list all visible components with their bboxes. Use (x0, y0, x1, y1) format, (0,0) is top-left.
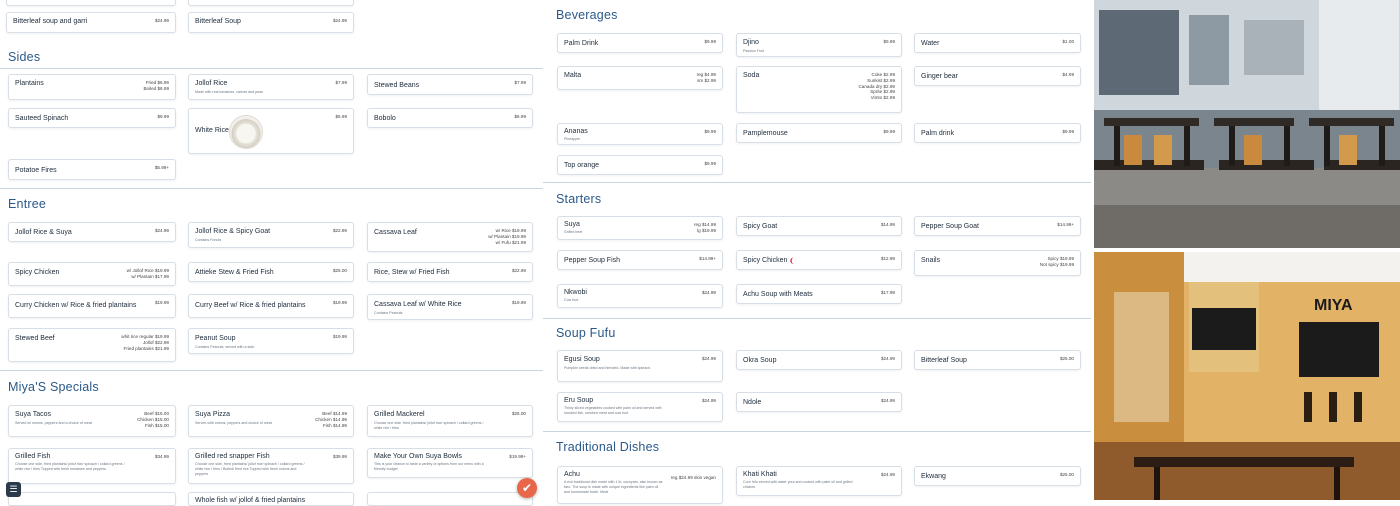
item-price: $19.99 (332, 300, 347, 305)
menu-item-card[interactable] (8, 108, 176, 128)
menu-item-card[interactable] (8, 222, 176, 242)
item-name: Jollof Rice (195, 80, 228, 87)
menu-item-card[interactable] (188, 74, 354, 100)
menu-item-card[interactable] (914, 350, 1081, 370)
item-price: whit rice regular $19.99 Jollof $22.99 Fried plantains $21.99 (121, 334, 169, 351)
item-name: Palm drink (921, 130, 955, 137)
menu-item-card[interactable] (914, 216, 1081, 236)
item-price: w/ Jollof Rice $19.99 w/ Plantain $17.99 (126, 268, 169, 279)
item-name: Sauteed Spinach (15, 115, 69, 122)
menu-item-card[interactable] (914, 33, 1081, 53)
section-title-beverages: Beverages (556, 8, 618, 22)
item-name: Curry Beef w/ Rice & fried plantains (195, 302, 306, 309)
item-name: Bitterleaf Soup (921, 357, 967, 364)
item-name: Whole fish w/ jollof & fried plantains (195, 497, 306, 504)
item-name: Egusi Soup (564, 356, 600, 363)
menu-item-card[interactable] (188, 448, 354, 484)
item-name: Pamplemouse (743, 130, 788, 137)
item-name: Achu (564, 471, 580, 478)
menu-item-card[interactable] (367, 448, 533, 478)
item-description: This is your chance to taste a variety of options from our menu with a friendly budget (374, 462, 484, 471)
item-name: Stewed Beef (15, 335, 55, 342)
section-divider (0, 188, 543, 189)
item-description: Cow foot (564, 298, 579, 302)
item-name: Spicy Chicken (743, 257, 788, 264)
menu-item-card[interactable] (188, 294, 354, 318)
menu-item-card[interactable] (557, 284, 723, 308)
item-name: Nkwobi (564, 289, 587, 296)
item-price: $24.99 (701, 356, 716, 361)
item-name: Achu Soup with Meats (743, 291, 813, 298)
item-name: Pepper Soup Fish (564, 257, 621, 264)
menu-card-partial[interactable] (367, 492, 533, 506)
item-description: A rich traditional dish made with 1 lb. cocoyam, also known as taro. The soup is made with unique ingredients like palm oil and homemade broth. Meat (564, 480, 663, 494)
item-name: Curry Chicken w/ Rice & fried plantains (15, 302, 137, 309)
menu-item-card[interactable] (557, 466, 723, 504)
menu-item-card[interactable] (8, 74, 176, 100)
item-name: Top orange (564, 162, 600, 169)
menu-item-card[interactable] (8, 405, 176, 437)
menu-item-card[interactable] (914, 123, 1081, 143)
menu-item-card[interactable] (188, 405, 354, 437)
menu-item-card[interactable] (557, 33, 723, 53)
restaurant-photos (1094, 0, 1400, 500)
menu-card-partial[interactable] (8, 492, 176, 506)
item-name: Suya (564, 221, 580, 228)
item-price: $14.99 (880, 222, 895, 227)
item-name: Stewed Beans (374, 82, 420, 89)
item-name: Ananas (564, 128, 588, 135)
item-price: reg $4.99 sm $2.99 (696, 72, 716, 83)
item-price: $12.99 (880, 256, 895, 261)
menu-item-card[interactable] (6, 12, 176, 33)
item-name: Snails (921, 257, 941, 264)
item-price: reg $24.99 skin vegan (670, 475, 716, 480)
item-name: Suya Tacos (15, 411, 52, 418)
menu-item-card[interactable] (736, 250, 902, 270)
item-description: Contains Peanuts, served with a side. (195, 345, 256, 349)
item-price: Coke $2.99 Sunkist $2.99 Canada dry $2.99 Sprite $2.99 Vimto $2.99 (858, 72, 895, 101)
item-name: Suya Pizza (195, 411, 231, 418)
item-description: Pineapple (564, 137, 580, 141)
item-description: Choose one side, fried plantains/ jollof rice/ spinach / collard greens / white rice / fries (374, 421, 484, 430)
section-title-sides: Sides (8, 50, 41, 64)
menu-item-card[interactable] (736, 33, 902, 57)
item-price: $24.99 (701, 290, 716, 295)
lounge-photo (1094, 252, 1400, 500)
item-price: $24.99 (701, 398, 716, 403)
item-price: $22.99 (332, 228, 347, 233)
item-name: Pepper Soup Goat (921, 223, 979, 230)
item-name: Ndole (743, 399, 762, 406)
item-price: $19.99+ (509, 454, 526, 459)
menu-item-card[interactable] (367, 222, 533, 252)
menu-item-card[interactable] (914, 66, 1081, 86)
section-divider (543, 182, 1091, 183)
item-price: $7.99 (514, 80, 526, 85)
menu-item-card[interactable] (736, 284, 902, 304)
item-price: $14.99+ (699, 256, 716, 261)
item-price: $9.99 (704, 129, 716, 134)
item-price: $14.99+ (1057, 222, 1074, 227)
item-name: Spicy Chicken (15, 269, 60, 276)
item-name: Potatoe Fires (15, 167, 57, 174)
menu-card-partial[interactable] (188, 0, 354, 6)
menu-item-card[interactable] (367, 108, 533, 128)
menu-icon[interactable]: ☰ (6, 482, 21, 497)
menu-item-card[interactable] (188, 12, 354, 33)
menu-column-left (0, 0, 543, 504)
menu-card-partial[interactable] (6, 0, 176, 6)
menu-item-card[interactable] (557, 250, 723, 270)
item-description: Thinly sliced vegetables cooked with palm oil and served with smoked fish, smoked meat and cow foot (564, 406, 662, 415)
item-description: Contains Peanuts (374, 311, 403, 315)
menu-item-card[interactable] (914, 250, 1081, 276)
item-name: Jollof Rice & Suya (15, 229, 72, 236)
chili-icon: ❨ (789, 258, 795, 265)
menu-item-card[interactable] (367, 294, 533, 320)
item-price: $24.99 (332, 18, 347, 23)
menu-item-card[interactable] (188, 108, 354, 154)
item-name: Cassava Leaf (374, 229, 417, 236)
item-price: $9.99 (157, 114, 169, 119)
item-price: Fried $6.99 Boiled $6.99 (143, 80, 169, 91)
section-title-specials: Miya'S Specials (8, 380, 99, 394)
item-name: White Rice (195, 127, 229, 134)
item-name: Rice, Stew w/ Fried Fish (374, 269, 450, 276)
menu-item-card[interactable] (188, 222, 354, 248)
menu-item-card[interactable] (736, 350, 902, 370)
item-price: $22.99 (511, 268, 526, 273)
item-name: Grilled Fish (15, 453, 51, 460)
cart-icon[interactable]: ✔ (517, 478, 537, 498)
sign-text: MIYA (1314, 297, 1353, 314)
section-divider (543, 431, 1091, 432)
section-title-starters: Starters (556, 192, 602, 206)
item-price: $24.99 (880, 356, 895, 361)
section-divider (0, 68, 543, 69)
item-name: Okra Soup (743, 357, 777, 364)
menu-item-card[interactable] (188, 328, 354, 354)
item-price: w/ Rice $19.99 w/ Plantain $19.99 w/ Fufu $21.99 (488, 228, 526, 245)
item-description: Corn fufu served with water yout and cooked with palm oil and grilled chicken. (743, 480, 853, 489)
menu-item-card[interactable] (367, 405, 533, 437)
item-description: Served with onions, peppers and choice of meat (195, 421, 272, 425)
menu-item-card[interactable] (736, 216, 902, 236)
item-price: $1.00 (1062, 39, 1074, 44)
menu-item-card[interactable] (914, 466, 1081, 486)
item-description: Choose one side, fried plantains/ jollof rice/ spinach / collard greens / white rice / fries / Boiled/ fried rice Topped with fresh onions and peppers (195, 462, 305, 476)
item-price: $24.99 (154, 18, 169, 23)
item-name: Ekwang (921, 473, 946, 480)
menu-item-card[interactable] (188, 492, 354, 506)
item-price: $24.99 (154, 228, 169, 233)
item-price: $34.99 (154, 454, 169, 459)
item-price: $9.99 (883, 129, 895, 134)
item-price: $25.00 (1059, 472, 1074, 477)
menu-item-card[interactable] (557, 350, 723, 382)
section-divider (0, 370, 543, 371)
item-description: Choose one side, fried plantains/ jollof rice/ spinach / collard greens / white rice / fries Topped with fresh tomatoes and peppers (15, 462, 125, 471)
menu-item-card[interactable] (736, 466, 902, 496)
item-description: Pumpkin seeds dried and blended. Made with spinach. (564, 366, 652, 370)
item-description: Passion Fruit (743, 49, 764, 53)
item-price: $5.99 (335, 114, 347, 119)
menu-item-card[interactable] (557, 123, 723, 145)
item-price: $7.99 (335, 80, 347, 85)
item-name: Eru Soup (564, 397, 594, 404)
menu-item-card[interactable] (188, 262, 354, 282)
item-name: Cassava Leaf w/ White Rice (374, 301, 462, 308)
item-price: Spicy $19.99 Not spicy $19.99 (1039, 256, 1074, 267)
item-price: $39.99 (332, 454, 347, 459)
item-price: $4.99 (1062, 72, 1074, 77)
menu-item-card[interactable] (736, 392, 902, 412)
item-name: Bitterleaf Soup (195, 18, 241, 25)
menu-item-card[interactable] (8, 262, 176, 286)
item-name: Soda (743, 72, 760, 79)
item-description: Contains Fonuts (195, 238, 222, 242)
item-price: $6.99 (514, 114, 526, 119)
item-price: $19.99 (511, 300, 526, 305)
item-description: Served w/ onions, peppers and a choice of meat (15, 421, 92, 425)
item-name: Plantains (15, 80, 44, 87)
item-name: Peanut Soup (195, 335, 236, 342)
section-title-soup-fufu: Soup Fufu (556, 326, 616, 340)
menu-item-card[interactable] (557, 66, 723, 90)
item-price: $19.99 (154, 300, 169, 305)
menu-item-card[interactable] (367, 262, 533, 282)
item-price: $24.99 (880, 472, 895, 477)
item-price: $24.99 (880, 398, 895, 403)
item-price: $17.99 (880, 290, 895, 295)
item-price: $5.99+ (154, 165, 169, 170)
item-price: $9.99 (704, 161, 716, 166)
item-price: $25.00 (1059, 356, 1074, 361)
item-price: $25.00 (511, 411, 526, 416)
item-price: $9.99 (1062, 129, 1074, 134)
white-rice-image (229, 115, 263, 149)
section-title-traditional: Traditional Dishes (556, 440, 660, 454)
dining-room-photo (1094, 0, 1400, 248)
item-name: Grilled Mackerel (374, 411, 425, 418)
menu-item-card[interactable] (557, 216, 723, 240)
item-name: Make Your Own Suya Bowls (374, 453, 462, 460)
menu-item-card[interactable] (367, 74, 533, 95)
item-name: Grilled red snapper Fish (195, 453, 270, 460)
item-price: $9.99 (704, 39, 716, 44)
menu-item-card[interactable] (736, 66, 902, 113)
section-divider (543, 318, 1091, 319)
item-name: Bitterleaf soup and garri (13, 18, 88, 25)
item-name: Djino (743, 39, 759, 46)
menu-item-card[interactable] (557, 392, 723, 422)
menu-item-card[interactable] (8, 328, 176, 362)
menu-item-card[interactable] (736, 123, 902, 143)
item-name: Palm Drink (564, 40, 599, 47)
item-price: $25.00 (332, 268, 347, 273)
item-description: Grilled beef (564, 230, 583, 234)
item-name: Khati Khati (743, 471, 777, 478)
item-name: Jollof Rice & Spicy Goat (195, 228, 271, 235)
item-price: reg $14.99 lg $19.99 (694, 222, 716, 233)
item-price: Beef $14.99 Chicken $14.99 Fish $14.99 (315, 411, 347, 428)
item-price: $9.99 (883, 39, 895, 44)
menu-item-card[interactable] (557, 155, 723, 175)
item-price: $19.99 (332, 334, 347, 339)
item-name: Spicy Goat (743, 223, 778, 230)
item-name: Ginger bear (921, 73, 958, 80)
item-name: Malta (564, 72, 582, 79)
menu-item-card[interactable] (8, 448, 176, 484)
section-title-entree: Entree (8, 197, 47, 211)
item-description: Made with real tomatoes, carrots and peas (195, 90, 263, 94)
item-name: Bobolo (374, 115, 396, 122)
item-price: Beef $15.00 Chicken $15.00 Fish $15.00 (137, 411, 169, 428)
menu-item-card[interactable] (8, 159, 176, 180)
menu-column-right (543, 0, 1091, 500)
menu-item-card[interactable] (8, 294, 176, 318)
item-name: Attieke Stew & Fried Fish (195, 269, 274, 276)
item-name: Water (921, 40, 940, 47)
